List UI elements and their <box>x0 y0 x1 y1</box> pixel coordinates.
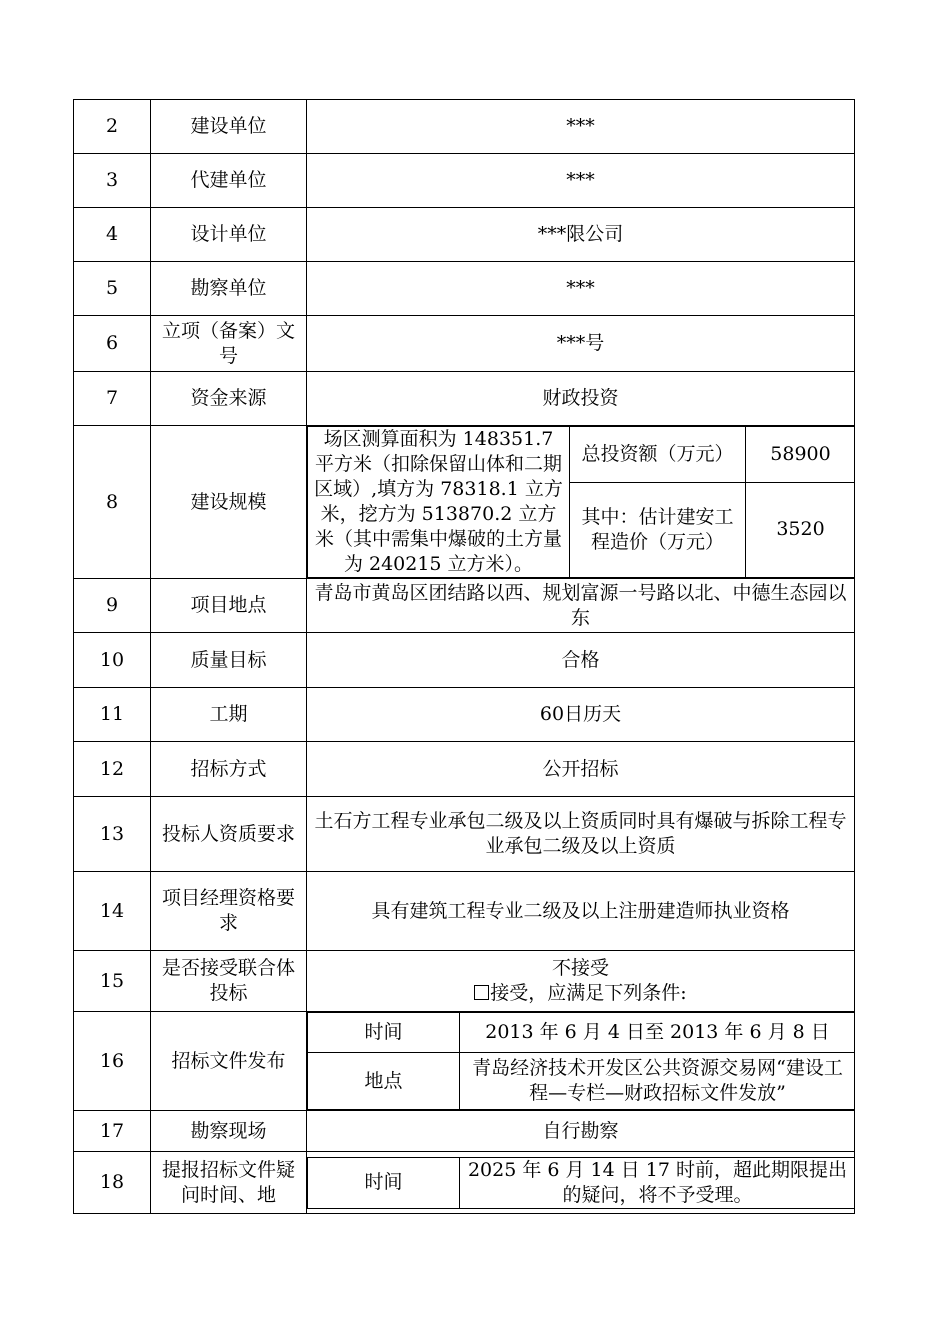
row-value <box>307 951 855 1012</box>
table-row-consortium <box>74 951 855 1012</box>
table-row <box>74 742 855 797</box>
row-number: 12 <box>74 742 151 797</box>
row-value: 自行勘察 <box>307 1111 855 1152</box>
scale-subtable <box>307 426 855 578</box>
row-number: 3 <box>74 154 151 208</box>
table-row <box>74 262 855 316</box>
row-label: 建设规模 <box>151 426 307 579</box>
sub-value: 2025 年 6 月 14 日 17 时前，超此期限提出的疑问，将不予受理。 <box>460 1157 855 1208</box>
row-label: 建设单位 <box>151 100 307 154</box>
row-label: 招标文件发布 <box>151 1012 307 1111</box>
table-row-inquiry <box>74 1152 855 1214</box>
sub-value: 58900 <box>746 427 855 483</box>
row-label: 勘察现场 <box>151 1111 307 1152</box>
row-number: 16 <box>74 1012 151 1111</box>
table-row <box>74 1111 855 1152</box>
row-label: 设计单位 <box>151 208 307 262</box>
sub-label: 地点 <box>308 1053 460 1110</box>
table-row <box>74 208 855 262</box>
table-row <box>74 872 855 951</box>
row-number: 5 <box>74 262 151 316</box>
row-value: 财政投资 <box>307 372 855 426</box>
inquiry-subtable <box>307 1157 855 1209</box>
row-value: 青岛市黄岛区团结路以西、规划富源一号路以北、中德生态园以东 <box>307 579 855 633</box>
row-label: 投标人资质要求 <box>151 797 307 872</box>
row-value: *** <box>307 154 855 208</box>
sub-label: 其中：估计建安工程造价（万元） <box>570 482 746 577</box>
row-value: *** <box>307 100 855 154</box>
row-label: 资金来源 <box>151 372 307 426</box>
sub-label: 总投资额（万元） <box>570 427 746 483</box>
table-row-scale <box>74 426 855 579</box>
row-number: 9 <box>74 579 151 633</box>
row-value: 60日历天 <box>307 688 855 742</box>
row-value: 土石方工程专业承包二级及以上资质同时具有爆破与拆除工程专业承包二级及以上资质 <box>307 797 855 872</box>
row-number: 18 <box>74 1152 151 1214</box>
table-row <box>74 797 855 872</box>
row-number: 10 <box>74 633 151 688</box>
scale-description: 场区测算面积为 148351.7 平方米（扣除保留山体和二期区域）,填方为 78318.1 立方米，挖方为 513870.2 立方米（其中需集中爆破的土方量为 240215 立方米）。 <box>308 427 570 578</box>
row-label: 勘察单位 <box>151 262 307 316</box>
checkbox-icon <box>474 985 489 1000</box>
table-row <box>74 316 855 372</box>
row-label: 代建单位 <box>151 154 307 208</box>
sub-label: 时间 <box>308 1157 460 1208</box>
row-number: 6 <box>74 316 151 372</box>
row-value: 合格 <box>307 633 855 688</box>
table-row <box>74 154 855 208</box>
bid-info-table <box>73 99 855 1214</box>
sub-label: 时间 <box>308 1013 460 1053</box>
table-row <box>74 633 855 688</box>
row-number: 14 <box>74 872 151 951</box>
row-number: 2 <box>74 100 151 154</box>
row-number: 8 <box>74 426 151 579</box>
table-row <box>74 372 855 426</box>
option-accept <box>313 981 848 1006</box>
row-label: 项目经理资格要求 <box>151 872 307 951</box>
row-value: 具有建筑工程专业二级及以上注册建造师执业资格 <box>307 872 855 951</box>
row-label: 立项（备案）文号 <box>151 316 307 372</box>
row-number: 13 <box>74 797 151 872</box>
table-row <box>74 579 855 633</box>
row-value: 公开招标 <box>307 742 855 797</box>
sub-value: 2013 年 6 月 4 日至 2013 年 6 月 8 日 <box>460 1013 855 1053</box>
table-row <box>74 688 855 742</box>
row-value: *** <box>307 262 855 316</box>
release-subtable <box>307 1012 855 1110</box>
row-number: 15 <box>74 951 151 1012</box>
row-label: 质量目标 <box>151 633 307 688</box>
row-value: ***限公司 <box>307 208 855 262</box>
row-label: 工期 <box>151 688 307 742</box>
option-accept-label: 接受，应满足下列条件: <box>490 982 687 1004</box>
option-not-accept: 不接受 <box>551 957 609 979</box>
table-row-document-release <box>74 1012 855 1111</box>
row-label: 提报招标文件疑问时间、地 <box>151 1152 307 1214</box>
table-row <box>74 100 855 154</box>
row-value: ***号 <box>307 316 855 372</box>
row-label: 是否接受联合体投标 <box>151 951 307 1012</box>
row-number: 11 <box>74 688 151 742</box>
sub-value: 3520 <box>746 482 855 577</box>
sub-value: 青岛经济技术开发区公共资源交易网“建设工程—专栏—财政招标文件发放” <box>460 1053 855 1110</box>
row-label: 项目地点 <box>151 579 307 633</box>
row-number: 17 <box>74 1111 151 1152</box>
row-number: 7 <box>74 372 151 426</box>
row-label: 招标方式 <box>151 742 307 797</box>
row-number: 4 <box>74 208 151 262</box>
